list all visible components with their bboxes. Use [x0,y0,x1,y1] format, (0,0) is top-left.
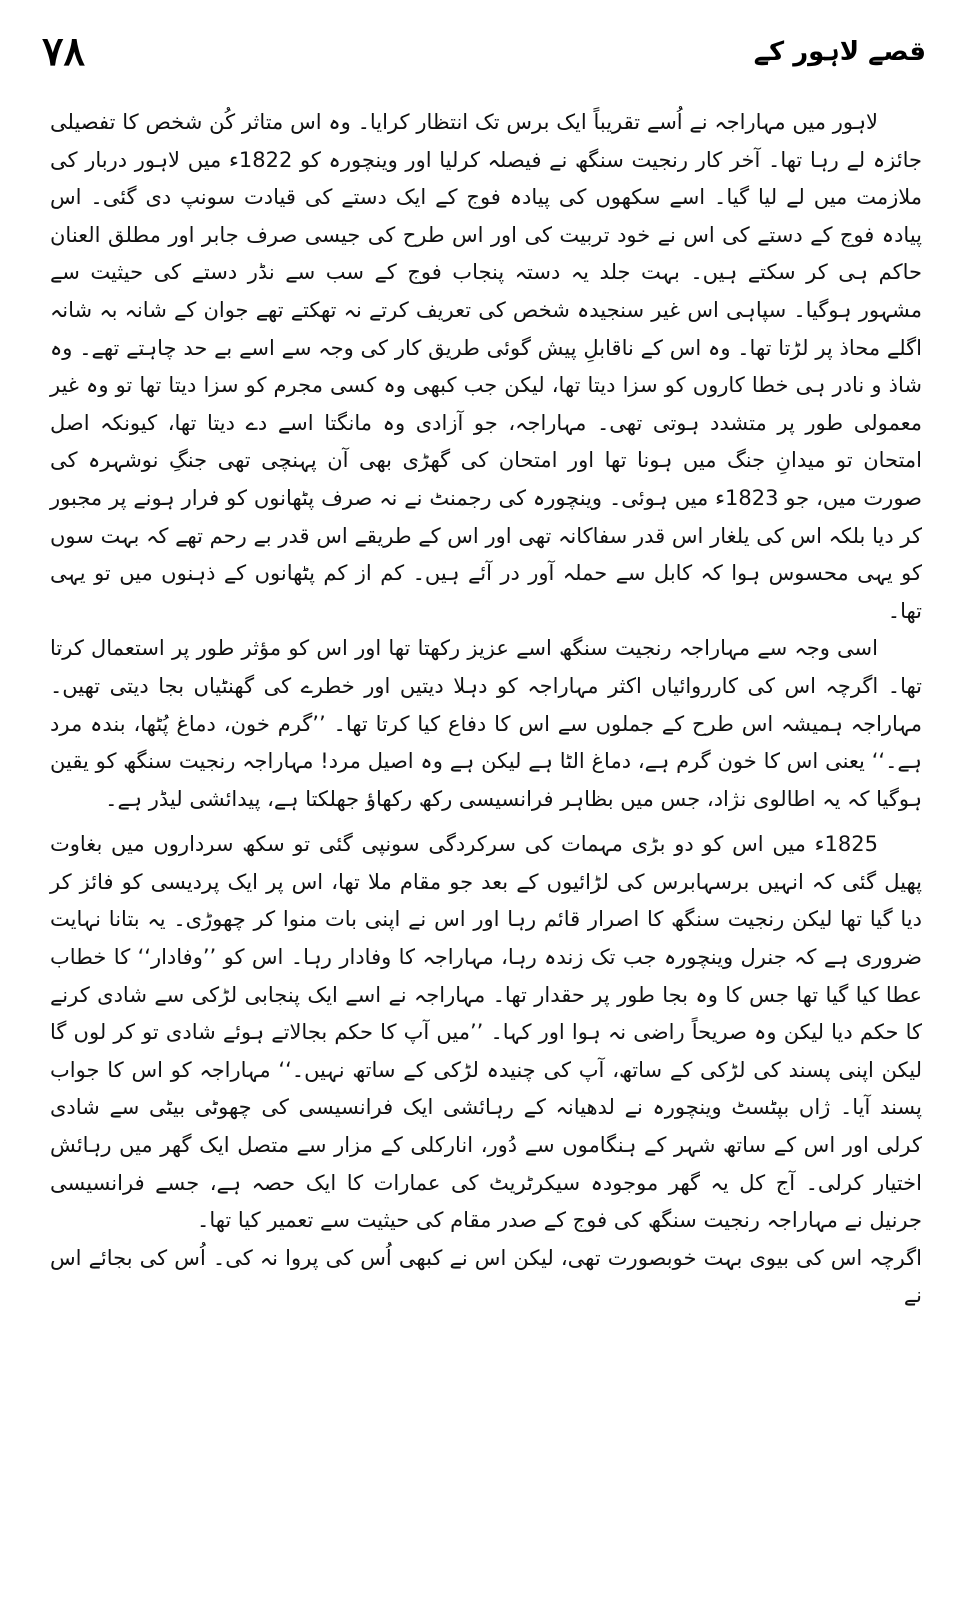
paragraph-4: اگرچہ اس کی بیوی بہت خوبصورت تھی، لیکن اس نے کبھی اُس کی پروا نہ کی۔ اُس کی بجائے اس نے [50,1245,922,1308]
paragraph-2: اسی وجہ سے مہاراجہ رنجیت سنگھ اسے عزیز رکھتا تھا اور اس کو مؤثر طور پر استعمال کرتا تھا۔ اگرچہ اس کی کارروائیاں اکثر مہاراجہ کو دہلا دیتیں اور خطرے کی گھنٹیاں بجا دیتی تھیں۔ مہاراجہ ہمیشہ اس طرح کے جملوں سے اس کا دفاع کیا کرتا تھا۔ ’’گرم خون، دماغ پُٹھا، بندہ مرد ہے۔‘‘ یعنی اس کا خون گرم ہے، دماغ الٹا ہے لیکن ہے وہ اصیل مرد! مہاراجہ رنجیت سنگھ کو یقین ہوگیا کہ یہ اطالوی نژاد، جس میں بظاہر فرانسیسی رکھ رکھاؤ جھلکتا ہے، پیدائشی لیڈر ہے۔ [50,636,922,811]
body-text [50,104,922,1315]
running-header-title: قصے لاہور کے [753,37,926,67]
paragraph-1: لاہور میں مہاراجہ نے اُسے تقریباً ایک برس تک انتظار کرایا۔ وہ اس متاثر کُن شخص کا تفصیلی جائزہ لے رہا تھا۔ آخر کار رنجیت سنگھ نے فیصلہ کرلیا اور وینچورہ کو 1822ء میں لاہور دربار کی ملازمت میں لے لیا گیا۔ اسے سکھوں کی پیادہ فوج کے ایک دستے کی قیادت سونپ دی گئی۔ اس پیادہ فوج کے دستے کی اس نے خود تربیت کی اور اس طرح کی جیسی صرف جابر اور مطلق العنان حاکم ہی کر سکتے ہیں۔ بہت جلد یہ دستہ پنجاب فوج کے سب سے نڈر دستے کی حیثیت سے مشہور ہوگیا۔ سپاہی اس غیر سنجیدہ شخص کی تعریف کرتے نہ تھکتے تھے جوان کے شانہ بہ شانہ اگلے محاذ پر لڑتا تھا۔ وہ اس کے ناقابلِ پیش گوئی طریق کار کی وجہ سے اسے بے حد چاہتے تھے۔ وہ شاذ و نادر ہی خطا کاروں کو سزا دیتا تھا، لیکن جب کبھی وہ کسی مجرم کو سزا دیتا تھا تو وہ غیر معمولی طور پر متشدد ہوتی تھی۔ مہاراجہ، جو آزادی وہ مانگتا اسے دے دیتا تھا، کیونکہ اصل امتحان تو میدانِ جنگ میں ہونا تھا اور امتحان کی گھڑی بھی آن پہنچی تھی جنگِ نوشہرہ کی صورت میں، جو 1823ء میں ہوئی۔ وینچورہ کی رجمنٹ نے نہ صرف پٹھانوں کو فرار ہونے پر مجبور کر دیا بلکہ اس کی یلغار اس قدر سفاکانہ تھی اور اس کے طریقے اس قدر بے رحم تھے کہ بہت سوں کو یہی محسوس ہوا کہ کابل سے حملہ آور در آئے ہیں۔ کم از کم پٹھانوں کے ذہنوں میں تو یہی تھا۔ [50,110,923,623]
page-number: ۷۸ [42,28,85,75]
paragraph-3: 1825ء میں اس کو دو بڑی مہمات کی سرکردگی سونپی گئی تو سکھ سرداروں میں بغاوت پھیل گئی کہ انہیں برسہابرس کی لڑائیوں کے بعد جو مقام ملا تھا، اس پر ایک پردیسی کو فائز کر دیا گیا تھا لیکن رنجیت سنگھ کا اصرار قائم رہا اور اس نے اپنی بات منوا کر چھوڑی۔ یہ بتانا نہایت ضروری ہے کہ جنرل وینچورہ جب تک زندہ رہا، مہاراجہ کا وفادار رہا۔ اس کو ’’وفادار‘‘ کا خطاب عطا کیا گیا تھا جس کا وہ بجا طور پر حقدار تھا۔ مہاراجہ نے اسے ایک پنجابی لڑکی سے شادی کرنے کا حکم دیا لیکن وہ صریحاً راضی نہ ہوا اور کہا۔ ’’میں آپ کا حکم بجالاتے ہوئے شادی تو کر لوں گا لیکن اپنی پسند کی لڑکی کے ساتھ، آپ کی چنیدہ لڑکی کے ساتھ نہیں۔‘‘ مہاراجہ کو اس کا جواب پسند آیا۔ ژاں بپٹسٹ وینچورہ نے لدھیانہ کے رہائشی ایک فرانسیسی کی چھوٹی بیٹی سے شادی کرلی اور اس کے ساتھ شہر کے ہنگاموں سے دُور، انارکلی کے مزار سے متصل ایک گھر میں رہائش اختیار کرلی۔ آج کل یہ گھر موجودہ سیکرٹریٹ کی عمارات کا ایک حصہ ہے، جسے فرانسیسی جرنیل نے مہاراجہ رنجیت سنگھ کی فوج کے صدر مقام کی حیثیت سے تعمیر کیا تھا۔ [50,832,922,1233]
